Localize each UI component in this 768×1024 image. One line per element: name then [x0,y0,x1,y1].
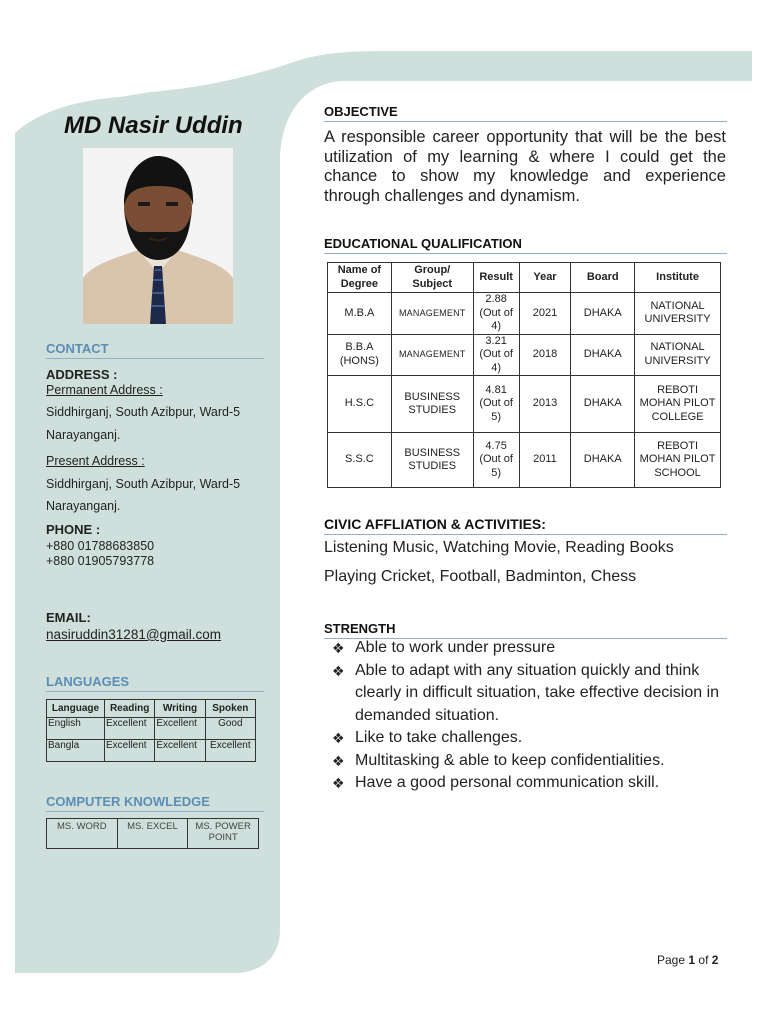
table-cell: 4.81 (Out of 5) [473,376,519,433]
page-current: 1 [688,953,696,967]
table-cell: MS. POWER POINT [188,819,259,849]
table-cell: DHAKA [571,334,635,376]
table-header-cell: Result [473,263,519,293]
table-cell: English [47,718,105,740]
table-cell: MS. EXCEL [117,819,188,849]
contact-heading: CONTACT [46,341,264,359]
email-label: EMAIL: [46,610,91,625]
list-item [330,750,730,773]
table-row [328,433,721,488]
table-cell: NATIONAL UNIVERSITY [635,293,721,335]
table-cell: BUSINESS STUDIES [391,433,473,488]
table-header-cell: Name of Degree [328,263,392,293]
table-row [328,293,721,335]
table-row [328,334,721,376]
table-cell: 4.75 (Out of 5) [473,433,519,488]
permanent-address-line1: Siddhirganj, South Azibpur, Ward-5 [46,405,241,419]
table-row [47,819,259,849]
table-cell: MANAGEMENT [391,334,473,376]
table-header-cell: Board [571,263,635,293]
table-header-cell: Language [47,700,105,718]
page-total: 2 [711,953,719,967]
list-item [330,772,730,795]
of-word: of [698,953,709,967]
email-link[interactable]: nasiruddin31281@gmail.com [46,627,222,642]
table-row [328,376,721,433]
table-cell: H.S.C [328,376,392,433]
address-label: ADDRESS : [46,367,118,382]
objective-heading: OBJECTIVE [324,104,727,122]
table-header-cell: Spoken [205,700,255,718]
diamond-bullet-icon: ❖ [332,752,345,769]
table-row [47,740,256,762]
table-cell: REBOTI MOHAN PILOT COLLEGE [635,376,721,433]
table-cell: Bangla [47,740,105,762]
strength-list [330,637,730,795]
objective-text: A responsible career opportunity that will be the best utilization of my learning & where I could get the chance to show my knowledge and experience through challenges and dynamism. [324,128,726,205]
page-number [657,953,718,967]
computer-knowledge-table [46,818,259,849]
table-cell: 2018 [519,334,571,376]
candidate-name: MD Nasir Uddin [64,112,243,139]
strength-text: Able to work under pressure [355,639,556,656]
education-header-row [328,263,721,293]
table-cell: DHAKA [571,293,635,335]
table-cell: DHAKA [571,433,635,488]
table-header-cell: Year [519,263,571,293]
table-row [47,718,256,740]
diamond-bullet-icon: ❖ [332,662,345,679]
strength-text: Multitasking & able to keep confidentialities. [355,751,665,769]
phone-label: PHONE : [46,522,101,537]
table-cell: 2.88 (Out of 4) [473,293,519,335]
strength-text: Have a good personal communication skill. [355,774,660,791]
table-header-cell: Writing [155,700,205,718]
phone-number-1: +880 01788683850 [46,539,155,553]
computer-knowledge-heading: COMPUTER KNOWLEDGE [46,794,264,812]
diamond-bullet-icon: ❖ [332,775,345,791]
list-item [330,660,730,728]
table-cell: BUSINESS STUDIES [391,376,473,433]
table-cell: Good [205,718,255,740]
table-cell: 2011 [519,433,571,488]
table-cell: M.B.A [328,293,392,335]
page-word: Page [657,953,686,967]
education-heading: EDUCATIONAL QUALIFICATION [324,236,727,254]
table-cell: Excellent [155,718,205,740]
table-header-cell: Reading [105,700,155,718]
table-cell: Excellent [205,740,255,762]
table-cell: B.B.A (HONS) [328,334,392,376]
education-table [327,262,721,488]
table-cell: 2021 [519,293,571,335]
languages-heading: LANGUAGES [46,674,264,692]
phone-number-2: +880 01905793778 [46,554,155,568]
present-address-line1: Siddhirganj, South Azibpur, Ward-5 [46,477,241,491]
diamond-bullet-icon: ❖ [332,640,345,656]
table-cell: S.S.C [328,433,392,488]
table-cell: Excellent [105,718,155,740]
table-cell: MANAGEMENT [391,293,473,335]
permanent-address-line2: Narayanganj. [46,428,121,442]
present-address-line2: Narayanganj. [46,499,121,513]
languages-header-row [47,700,256,718]
permanent-address-label: Permanent Address : [46,383,163,397]
present-address-label: Present Address : [46,454,145,468]
table-cell: NATIONAL UNIVERSITY [635,334,721,376]
civic-line-2: Playing Cricket, Football, Badminton, Chess [324,568,637,585]
civic-heading: CIVIC AFFLIATION & ACTIVITIES: [324,516,727,535]
table-cell: DHAKA [571,376,635,433]
diamond-bullet-icon: ❖ [332,730,345,746]
civic-line-1: Listening Music, Watching Movie, Reading Books [324,539,674,556]
table-header-cell: Group/ Subject [391,263,473,293]
languages-table [46,699,256,762]
profile-photo [83,148,233,324]
table-cell: 2013 [519,376,571,433]
table-cell: Excellent [155,740,205,762]
strength-text: Like to take challenges. [355,729,523,746]
strength-heading: STRENGTH [324,621,727,639]
table-header-cell: Institute [635,263,721,293]
list-item [330,727,730,750]
strength-text: Able to adapt with any situation quickly and think clearly in difficult situation, take effective decision in demanded situation. [355,661,720,724]
table-cell: 3.21 (Out of 4) [473,334,519,376]
list-item [330,637,730,660]
table-cell: REBOTI MOHAN PILOT SCHOOL [635,433,721,488]
table-cell: MS. WORD [47,819,118,849]
table-cell: Excellent [105,740,155,762]
